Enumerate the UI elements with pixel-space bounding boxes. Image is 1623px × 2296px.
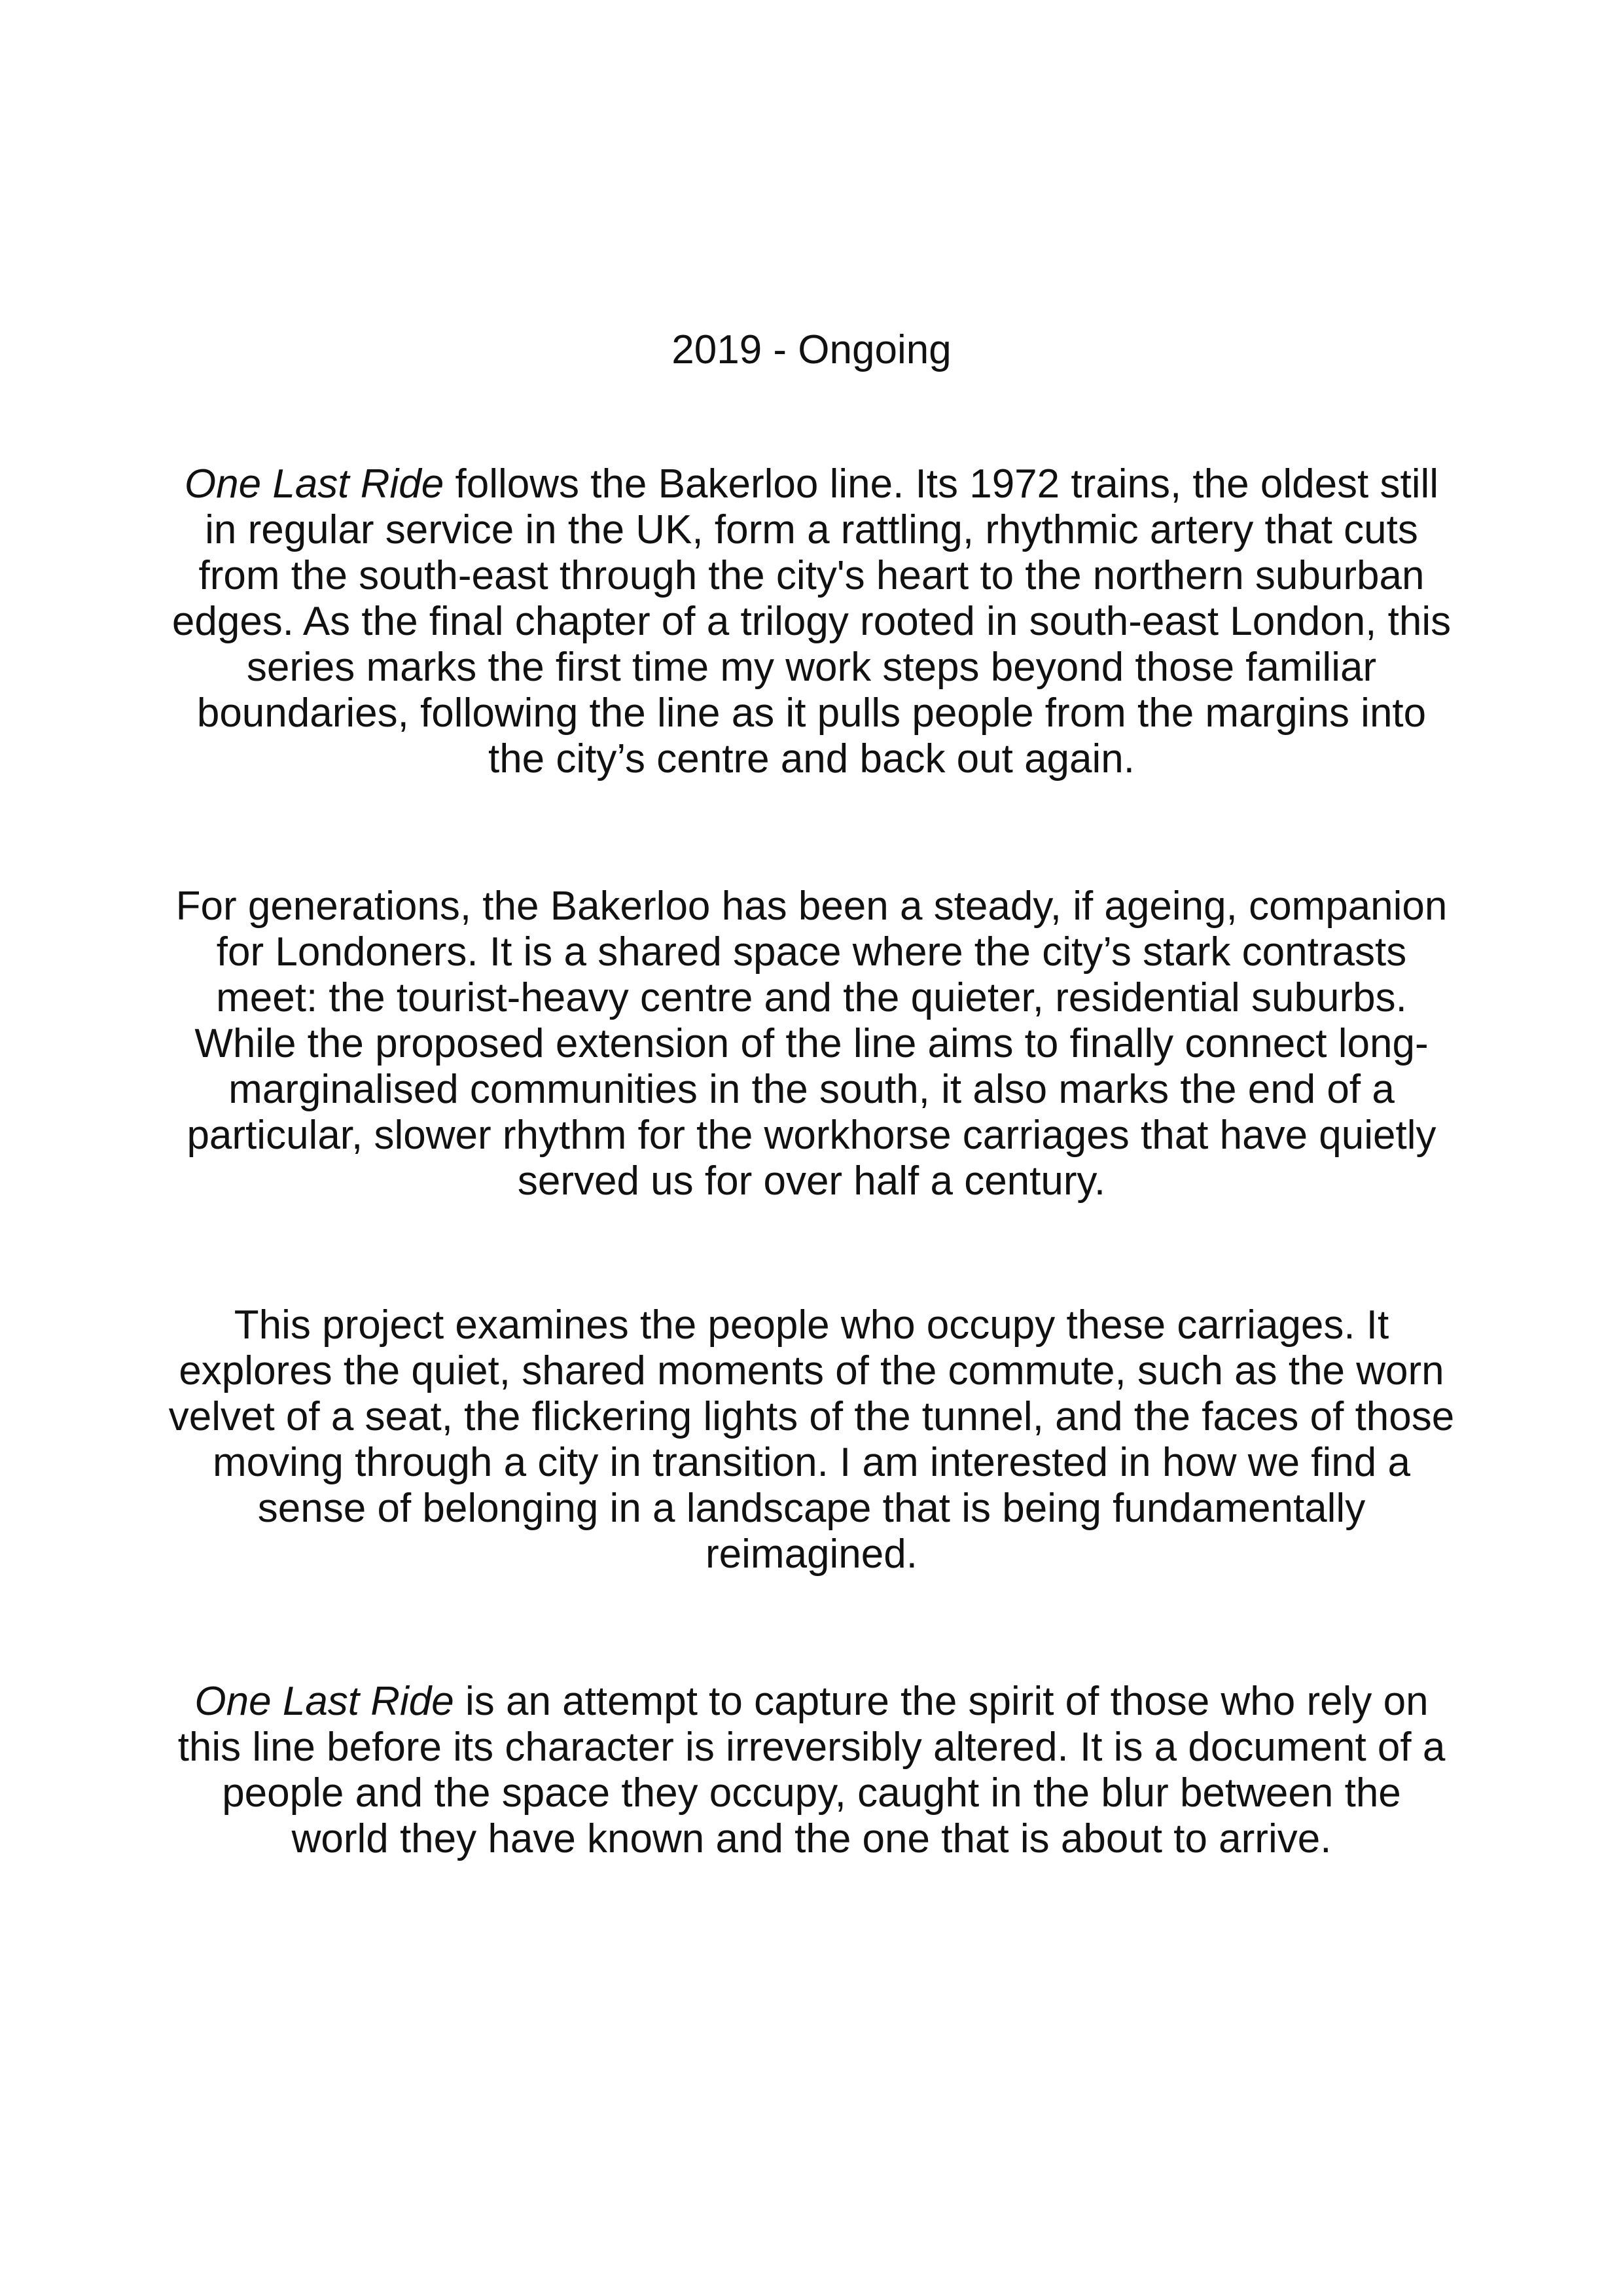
paragraph-2 bbox=[157, 884, 1466, 1204]
paragraph-line: this line before its character is irreversibly altered. It is a document of a bbox=[177, 1725, 1446, 1770]
paragraph-line: sense of belonging in a landscape that is being fundamentally bbox=[257, 1486, 1366, 1531]
paragraph-line: particular, slower rhythm for the workhorse carriages that have quietly bbox=[187, 1113, 1436, 1158]
paragraph-line: velvet of a seat, the flickering lights of the tunnel, and the faces of those bbox=[168, 1394, 1455, 1439]
paragraph-line: from the south-east through the city's heart to the northern suburban bbox=[198, 553, 1425, 598]
paragraph-line: for Londoners. It is a shared space where the city’s stark contrasts bbox=[216, 929, 1407, 975]
paragraph-line: explores the quiet, shared moments of the commute, such as the worn bbox=[179, 1348, 1444, 1393]
paragraph-line: One Last Ride follows the Bakerloo line. Its 1972 trains, the oldest still bbox=[184, 461, 1439, 507]
paragraph-line: served us for over half a century. bbox=[517, 1158, 1106, 1204]
paragraph-1 bbox=[157, 461, 1466, 782]
paragraph-line: boundaries, following the line as it pulls people from the margins into bbox=[196, 691, 1427, 736]
paragraph-line: series marks the first time my work steps beyond those familiar bbox=[246, 645, 1377, 690]
paragraph-line: the city’s centre and back out again. bbox=[488, 736, 1135, 781]
paragraph-line: marginalised communities in the south, it also marks the end of a bbox=[228, 1067, 1395, 1112]
paragraph-line: people and the space they occupy, caught in the blur between the bbox=[222, 1770, 1401, 1816]
paragraph-line: reimagined. bbox=[705, 1532, 918, 1577]
paragraph-line: edges. As the final chapter of a trilogy rooted in south-east London, this bbox=[171, 599, 1452, 644]
paragraph-line: moving through a city in transition. I am interested in how we find a bbox=[213, 1440, 1410, 1485]
paragraph-4 bbox=[157, 1679, 1466, 1862]
paragraph-line: One Last Ride is an attempt to capture the spirit of those who rely on bbox=[194, 1679, 1429, 1724]
paragraph-line: This project examines the people who occupy these carriages. It bbox=[234, 1302, 1389, 1348]
project-title-italic: One Last Ride bbox=[194, 1679, 454, 1724]
project-date: 2019 - Ongoing bbox=[671, 327, 952, 372]
paragraph-line: For generations, the Bakerloo has been a steady, if ageing, companion bbox=[175, 884, 1448, 929]
paragraph-3 bbox=[157, 1302, 1466, 1577]
paragraph-line: world they have known and the one that is about to arrive. bbox=[291, 1816, 1332, 1861]
paragraph-line: meet: the tourist-heavy centre and the quieter, residential suburbs. bbox=[216, 975, 1407, 1020]
paragraph-line: While the proposed extension of the line aims to finally connect long- bbox=[194, 1021, 1429, 1066]
project-title-italic: One Last Ride bbox=[184, 461, 444, 507]
paragraph-line: in regular service in the UK, form a rattling, rhythmic artery that cuts bbox=[205, 507, 1418, 552]
